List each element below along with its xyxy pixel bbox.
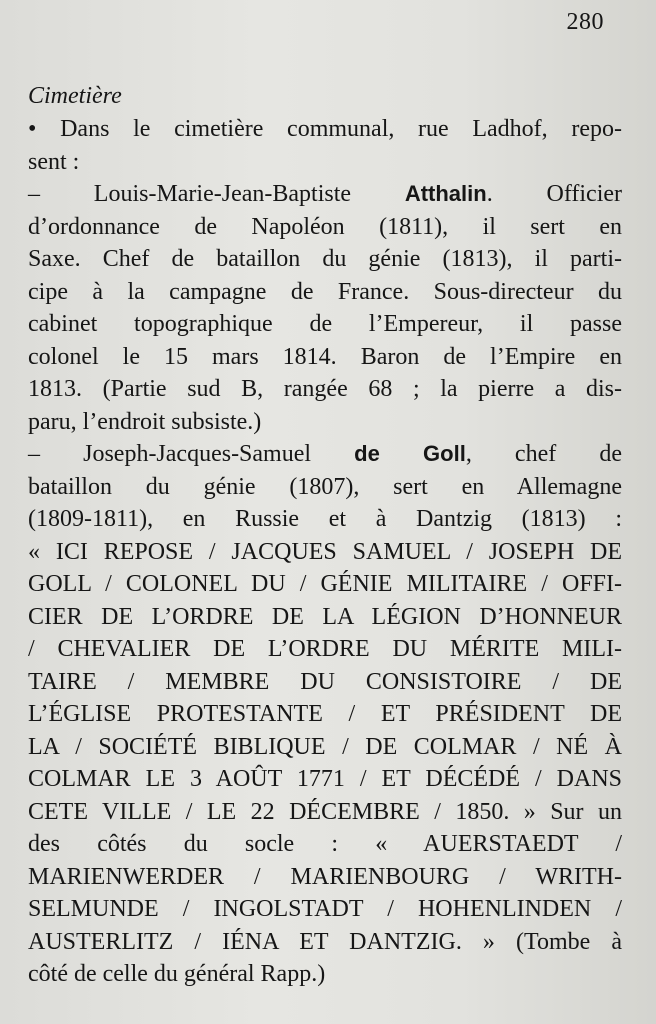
text-segment: « ICI REPOSE / JACQUES SAMUEL / JOSEPH DE (28, 538, 622, 565)
text-segment: d’ordonnance de Napoléon (1811), il sert en (28, 213, 622, 240)
text-line (28, 763, 622, 796)
text-line (28, 601, 622, 634)
text-line (28, 958, 622, 991)
page-number: 280 (566, 9, 604, 35)
text-line (28, 146, 622, 179)
text-segment: – Joseph-Jacques-Samuel (28, 441, 355, 467)
text-line (28, 373, 622, 406)
text-segment: AUSTERLITZ / IÉNA ET DANTZIG. » (Tombe à (28, 928, 622, 955)
text-segment: GOLL / COLONEL DU / GÉNIE MILITAIRE / OFFI- (28, 571, 622, 597)
text-line (28, 113, 622, 146)
text-segment: cabinet topographique de l’Empereur, il passe (28, 311, 622, 337)
text-line (28, 568, 622, 601)
text-segment: colonel le 15 mars 1814. Baron de l’Empire en (28, 343, 622, 370)
text-line (28, 861, 622, 894)
text-line (28, 926, 622, 959)
text-line (28, 828, 622, 861)
text-line (28, 211, 622, 244)
text-line (28, 698, 622, 731)
text-line (28, 503, 622, 536)
text-segment: paru, l’endroit subsiste.) (28, 408, 262, 435)
text-line (28, 276, 622, 309)
text-segment: MARIENWERDER / MARIENBOURG / WRITH- (28, 863, 622, 890)
text-line (28, 308, 622, 341)
text-line (28, 438, 622, 471)
text-line (28, 731, 622, 764)
text-segment: côté de celle du général Rapp.) (28, 961, 326, 987)
text-line (28, 341, 622, 374)
text-segment: cipe à la campagne de France. Sous-directeur du (28, 278, 622, 305)
bold-name: de Goll (354, 441, 466, 466)
text-segment: CETE VILLE / LE 22 DÉCEMBRE / 1850. » Sur un (28, 798, 622, 825)
text-segment: – Louis-Marie-Jean-Baptiste (28, 181, 405, 207)
text-line (28, 796, 622, 829)
bold-name: Atthalin (404, 181, 487, 206)
text-line (28, 406, 622, 439)
text-line (28, 243, 622, 276)
text-segment: 1813. (Partie sud B, rangée 68 ; la pierre a dis- (28, 376, 622, 402)
text-segment: TAIRE / MEMBRE DU CONSISTOIRE / DE (28, 668, 622, 695)
text-segment: CIER DE L’ORDRE DE LA LÉGION D’HONNEUR (28, 603, 622, 630)
text-segment: . Officier (486, 181, 622, 207)
text-segment: • Dans le cimetière communal, rue Ladhof, repo- (28, 116, 622, 142)
text-segment: des côtés du socle : « AUERSTAEDT / (28, 831, 622, 857)
text-line (28, 178, 622, 211)
show-through-text (290, 72, 298, 106)
text-segment: L’ÉGLISE PROTESTANTE / ET PRÉSIDENT DE (28, 701, 622, 727)
text-line (28, 666, 622, 699)
text-line (28, 536, 622, 569)
text-segment: Saxe. Chef de bataillon du génie (1813), il parti- (28, 246, 622, 272)
section-title: Cimetière (28, 83, 122, 109)
text-segment: sent : (28, 148, 80, 175)
text-segment: / CHEVALIER DE L’ORDRE DU MÉRITE MILI- (28, 636, 622, 662)
text-line (28, 471, 622, 504)
text-segment: SELMUNDE / INGOLSTADT / HOHENLINDEN / (28, 896, 622, 922)
text-segment: , chef de (465, 441, 622, 467)
text-line (28, 893, 622, 926)
text-segment: bataillon du génie (1807), sert en Allemagne (28, 473, 622, 500)
text-line (28, 633, 622, 666)
text-segment: COLMAR LE 3 AOÛT 1771 / ET DÉCÉDÉ / DANS (28, 766, 622, 792)
text-segment: LA / SOCIÉTÉ BIBLIQUE / DE COLMAR / NÉ À (28, 733, 622, 760)
text-segment: (1809-1811), en Russie et à Dantzig (1813) : (28, 506, 622, 532)
